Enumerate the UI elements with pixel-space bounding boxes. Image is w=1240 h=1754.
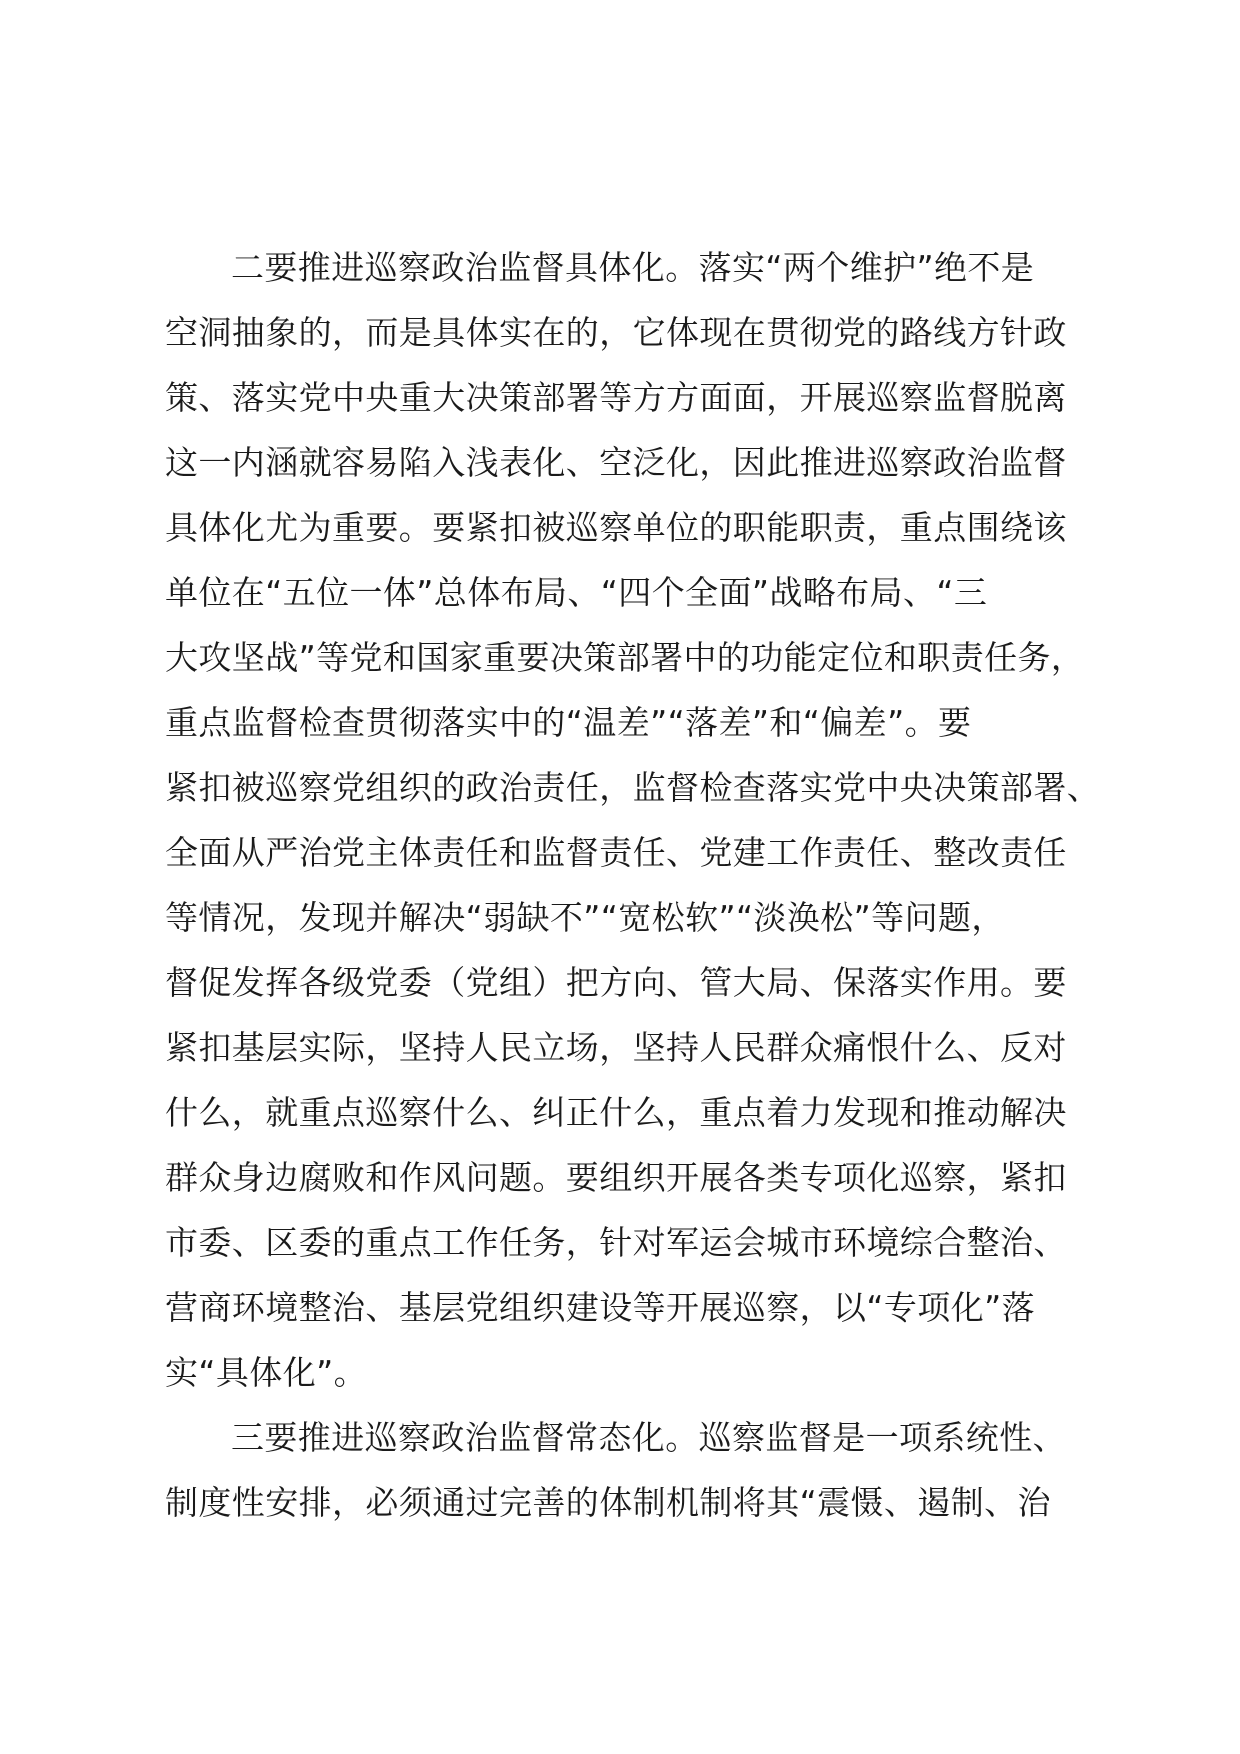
paragraph-line: 策、落实党中央重大决策部署等方方面面，开展巡察监督脱离	[165, 378, 1067, 417]
paragraph-line: 制度性安排，必须通过完善的体制机制将其“震慑、遏制、治	[165, 1483, 1051, 1522]
paragraph-line: 营商环境整治、基层党组织建设等开展巡察，以“专项化”落	[165, 1288, 1035, 1327]
paragraph-line: 群众身边腐败和作风问题。要组织开展各类专项化巡察，紧扣	[165, 1158, 1067, 1197]
paragraph-line: 二要推进巡察政治监督具体化。落实“两个维护”绝不是	[231, 248, 1035, 287]
paragraph-line: 重点监督检查贯彻落实中的“温差”“落差”和“偏差”。要	[165, 703, 972, 742]
paragraph-line: 督促发挥各级党委（党组）把方向、管大局、保落实作用。要	[165, 963, 1067, 1002]
paragraph-line: 三要推进巡察政治监督常态化。巡察监督是一项系统性、	[231, 1418, 1066, 1457]
document-body	[165, 235, 1110, 1535]
paragraph-line: 具体化尤为重要。要紧扣被巡察单位的职能职责，重点围绕该	[165, 508, 1067, 547]
paragraph-line: 紧扣被巡察党组织的政治责任，监督检查落实党中央决策部署、	[165, 768, 1101, 807]
paragraph-line: 单位在“五位一体”总体布局、“四个全面”战略布局、“三	[165, 573, 988, 612]
paragraph-line: 市委、区委的重点工作任务，针对军运会城市环境综合整治、	[165, 1223, 1067, 1262]
paragraph-line: 大攻坚战”等党和国家重要决策部署中的功能定位和职责任务，	[165, 638, 1085, 677]
paragraph-line: 这一内涵就容易陷入浅表化、空泛化，因此推进巡察政治监督	[165, 443, 1067, 482]
paragraph-line: 什么，就重点巡察什么、纠正什么，重点着力发现和推动解决	[165, 1093, 1067, 1132]
paragraph-line: 实“具体化”。	[165, 1353, 367, 1392]
paragraph-line: 全面从严治党主体责任和监督责任、党建工作责任、整改责任	[165, 833, 1067, 872]
paragraph-political-supervision-specific	[165, 235, 1110, 1405]
paragraph-line: 紧扣基层实际，坚持人民立场，坚持人民群众痛恨什么、反对	[165, 1028, 1067, 1067]
paragraph-line: 空洞抽象的，而是具体实在的，它体现在贯彻党的路线方针政	[165, 313, 1067, 352]
paragraph-political-supervision-regular	[165, 1405, 1110, 1535]
paragraph-line: 等情况，发现并解决“弱缺不”“宽松软”“淡涣松”等问题，	[165, 898, 1005, 937]
